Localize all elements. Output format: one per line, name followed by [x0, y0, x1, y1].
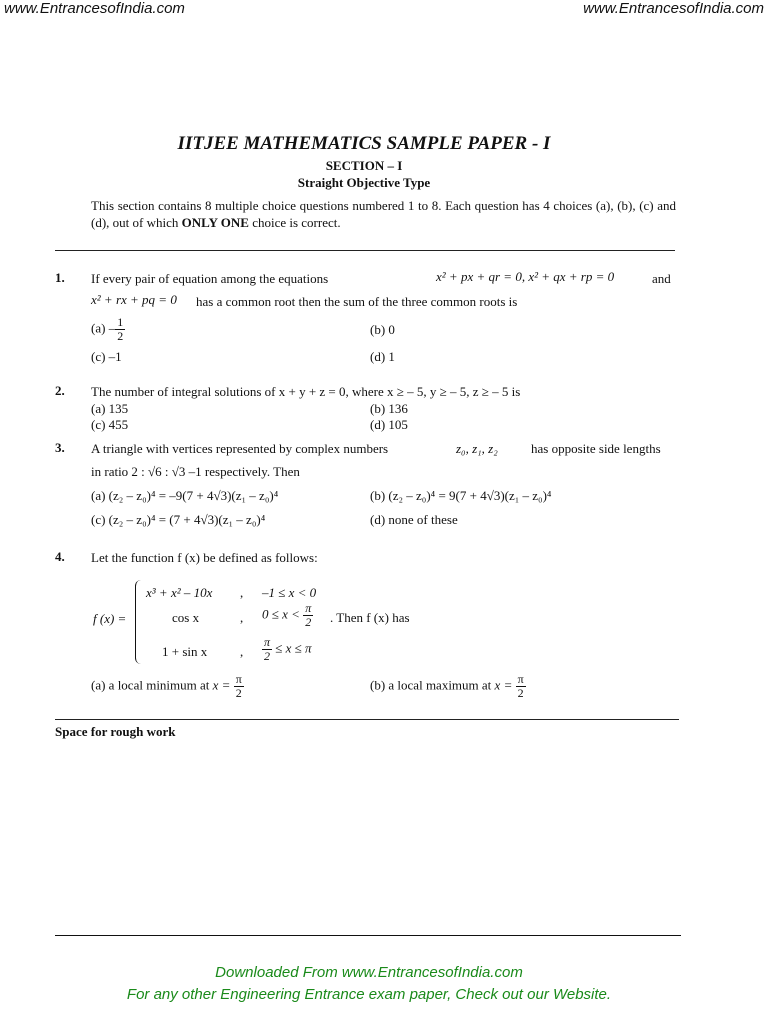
- q1-option-a-sign: –: [108, 320, 116, 336]
- q4-case3-cond-right: ≤ x ≤ π: [275, 640, 312, 656]
- q4-case3-den: 2: [264, 649, 270, 663]
- q4-text: Let the function f (x) be defined as follows:: [91, 550, 318, 565]
- q4-case1-expr: x³ + x² – 10x: [146, 585, 213, 600]
- q3-option-c: (c) (z₂ – z₀)⁴ = (7 + 4√3)(z₁ – z₀)⁴: [91, 512, 266, 527]
- instructions-text-end: choice is correct.: [248, 215, 341, 230]
- q4-case3-fraction: [262, 636, 272, 663]
- q4-option-a: [91, 673, 244, 700]
- q3-text-b: has opposite side lengths: [531, 441, 661, 456]
- rough-work-label: Space for rough work: [55, 724, 176, 739]
- section-instructions: [91, 197, 676, 231]
- q4-option-b-text: (b) a local maximum at: [370, 677, 492, 693]
- q4-case2-expr: cos x: [172, 610, 200, 625]
- q1-option-a-fraction: [115, 316, 125, 343]
- q1-text-2: has a common root then the sum of the three common roots is: [196, 294, 518, 309]
- q2-option-a: (a) 135: [91, 401, 129, 416]
- q2-option-c: (c) 455: [91, 417, 129, 432]
- divider-bottom: [55, 935, 681, 936]
- q4-option-a-den: 2: [235, 686, 242, 700]
- q4-case2-cond-left: 0 ≤ x <: [262, 606, 300, 622]
- question-number-4: 4.: [55, 549, 65, 564]
- q4-option-b: [370, 673, 526, 700]
- q1-and: and: [652, 271, 671, 286]
- question-number-3: 3.: [55, 440, 65, 455]
- q3-option-a: (a) (z₂ – z₀)⁴ = –9(7 + 4√3)(z₁ – z₀)⁴: [91, 488, 279, 503]
- q4-case2-num: π: [305, 601, 312, 615]
- paper-title: IITJEE MATHEMATICS SAMPLE PAPER - I: [177, 133, 551, 154]
- q1-option-a-den: 2: [117, 329, 124, 343]
- site-url-right[interactable]: www.EntrancesofIndia.com: [583, 0, 764, 17]
- q2-option-b: (b) 136: [370, 401, 408, 416]
- divider-rough-work: [55, 719, 679, 720]
- q4-case2-condition: [262, 602, 313, 629]
- q3-option-b: (b) (z₂ – z₀)⁴ = 9(7 + 4√3)(z₁ – z₀)⁴: [370, 488, 552, 503]
- footer-download-line[interactable]: Downloaded From www.EntrancesofIndia.com: [215, 964, 523, 981]
- q1-option-c: (c) –1: [91, 349, 122, 364]
- q4-option-a-fraction: [234, 673, 244, 700]
- q4-function-name: f (x) =: [93, 611, 127, 626]
- footer-website-line: For any other Engineering Entrance exam paper, Check out our Website.: [126, 986, 612, 1003]
- q4-case3-num: π: [264, 635, 271, 649]
- q4-option-a-x: x =: [212, 677, 231, 693]
- q3-option-d: (d) none of these: [370, 512, 458, 527]
- q1-option-a-num: 1: [117, 315, 124, 329]
- q1-equation-2: x² + rx + pq = 0: [91, 292, 177, 307]
- q3-vertices: z₀, z₁, z₂: [456, 441, 498, 456]
- q4-case3-condition: [262, 636, 312, 663]
- q4-case2-comma: ,: [240, 610, 244, 625]
- q1-option-a: [91, 316, 125, 343]
- q4-case3-comma: ,: [240, 644, 244, 659]
- q4-option-a-text: (a) a local minimum at: [91, 677, 210, 693]
- section-heading: SECTION – I: [325, 158, 403, 173]
- q3-text: A triangle with vertices represented by complex numbers: [91, 441, 389, 456]
- q1-option-d: (d) 1: [370, 349, 395, 364]
- q1-text: If every pair of equation among the equations: [91, 271, 329, 286]
- q4-case2-den: 2: [305, 615, 312, 629]
- q4-option-b-x: x =: [494, 677, 513, 693]
- divider-top: [55, 250, 675, 251]
- q1-option-a-label: (a): [91, 320, 106, 336]
- question-number-1: 1.: [55, 270, 65, 285]
- q4-case1-comma: ,: [240, 585, 244, 600]
- q4-case1-condition: –1 ≤ x < 0: [262, 585, 317, 600]
- site-url-left[interactable]: www.EntrancesofIndia.com: [4, 0, 185, 17]
- instructions-emphasis: ONLY ONE: [181, 215, 249, 230]
- instructions-text: This section contains 8 multiple choice questions numbered 1 to 8. Each question has 4 choices (a), (b), (c) and (d), out of which: [91, 198, 676, 230]
- q2-text: The number of integral solutions of x + y + z = 0, where x ≥ – 5, y ≥ – 5, z ≥ – 5 is: [91, 384, 521, 399]
- q3-text-2: in ratio 2 : √6 : √3 –1 respectively. Then: [91, 464, 300, 479]
- q4-piecewise-brace: [135, 580, 146, 664]
- question-number-2: 2.: [55, 383, 65, 398]
- section-subheading: Straight Objective Type: [297, 175, 431, 190]
- q4-option-b-fraction: [516, 673, 526, 700]
- q4-option-b-den: 2: [517, 686, 524, 700]
- q4-case3-expr: 1 + sin x: [162, 644, 208, 659]
- q4-then-text: . Then f (x) has: [330, 610, 410, 625]
- q4-option-b-num: π: [517, 672, 524, 686]
- q4-case2-fraction: [303, 602, 313, 629]
- q1-option-b: (b) 0: [370, 322, 395, 337]
- q4-option-a-num: π: [235, 672, 242, 686]
- q2-option-d: (d) 105: [370, 417, 408, 432]
- q1-equation-1: x² + px + qr = 0, x² + qx + rp = 0: [436, 269, 615, 284]
